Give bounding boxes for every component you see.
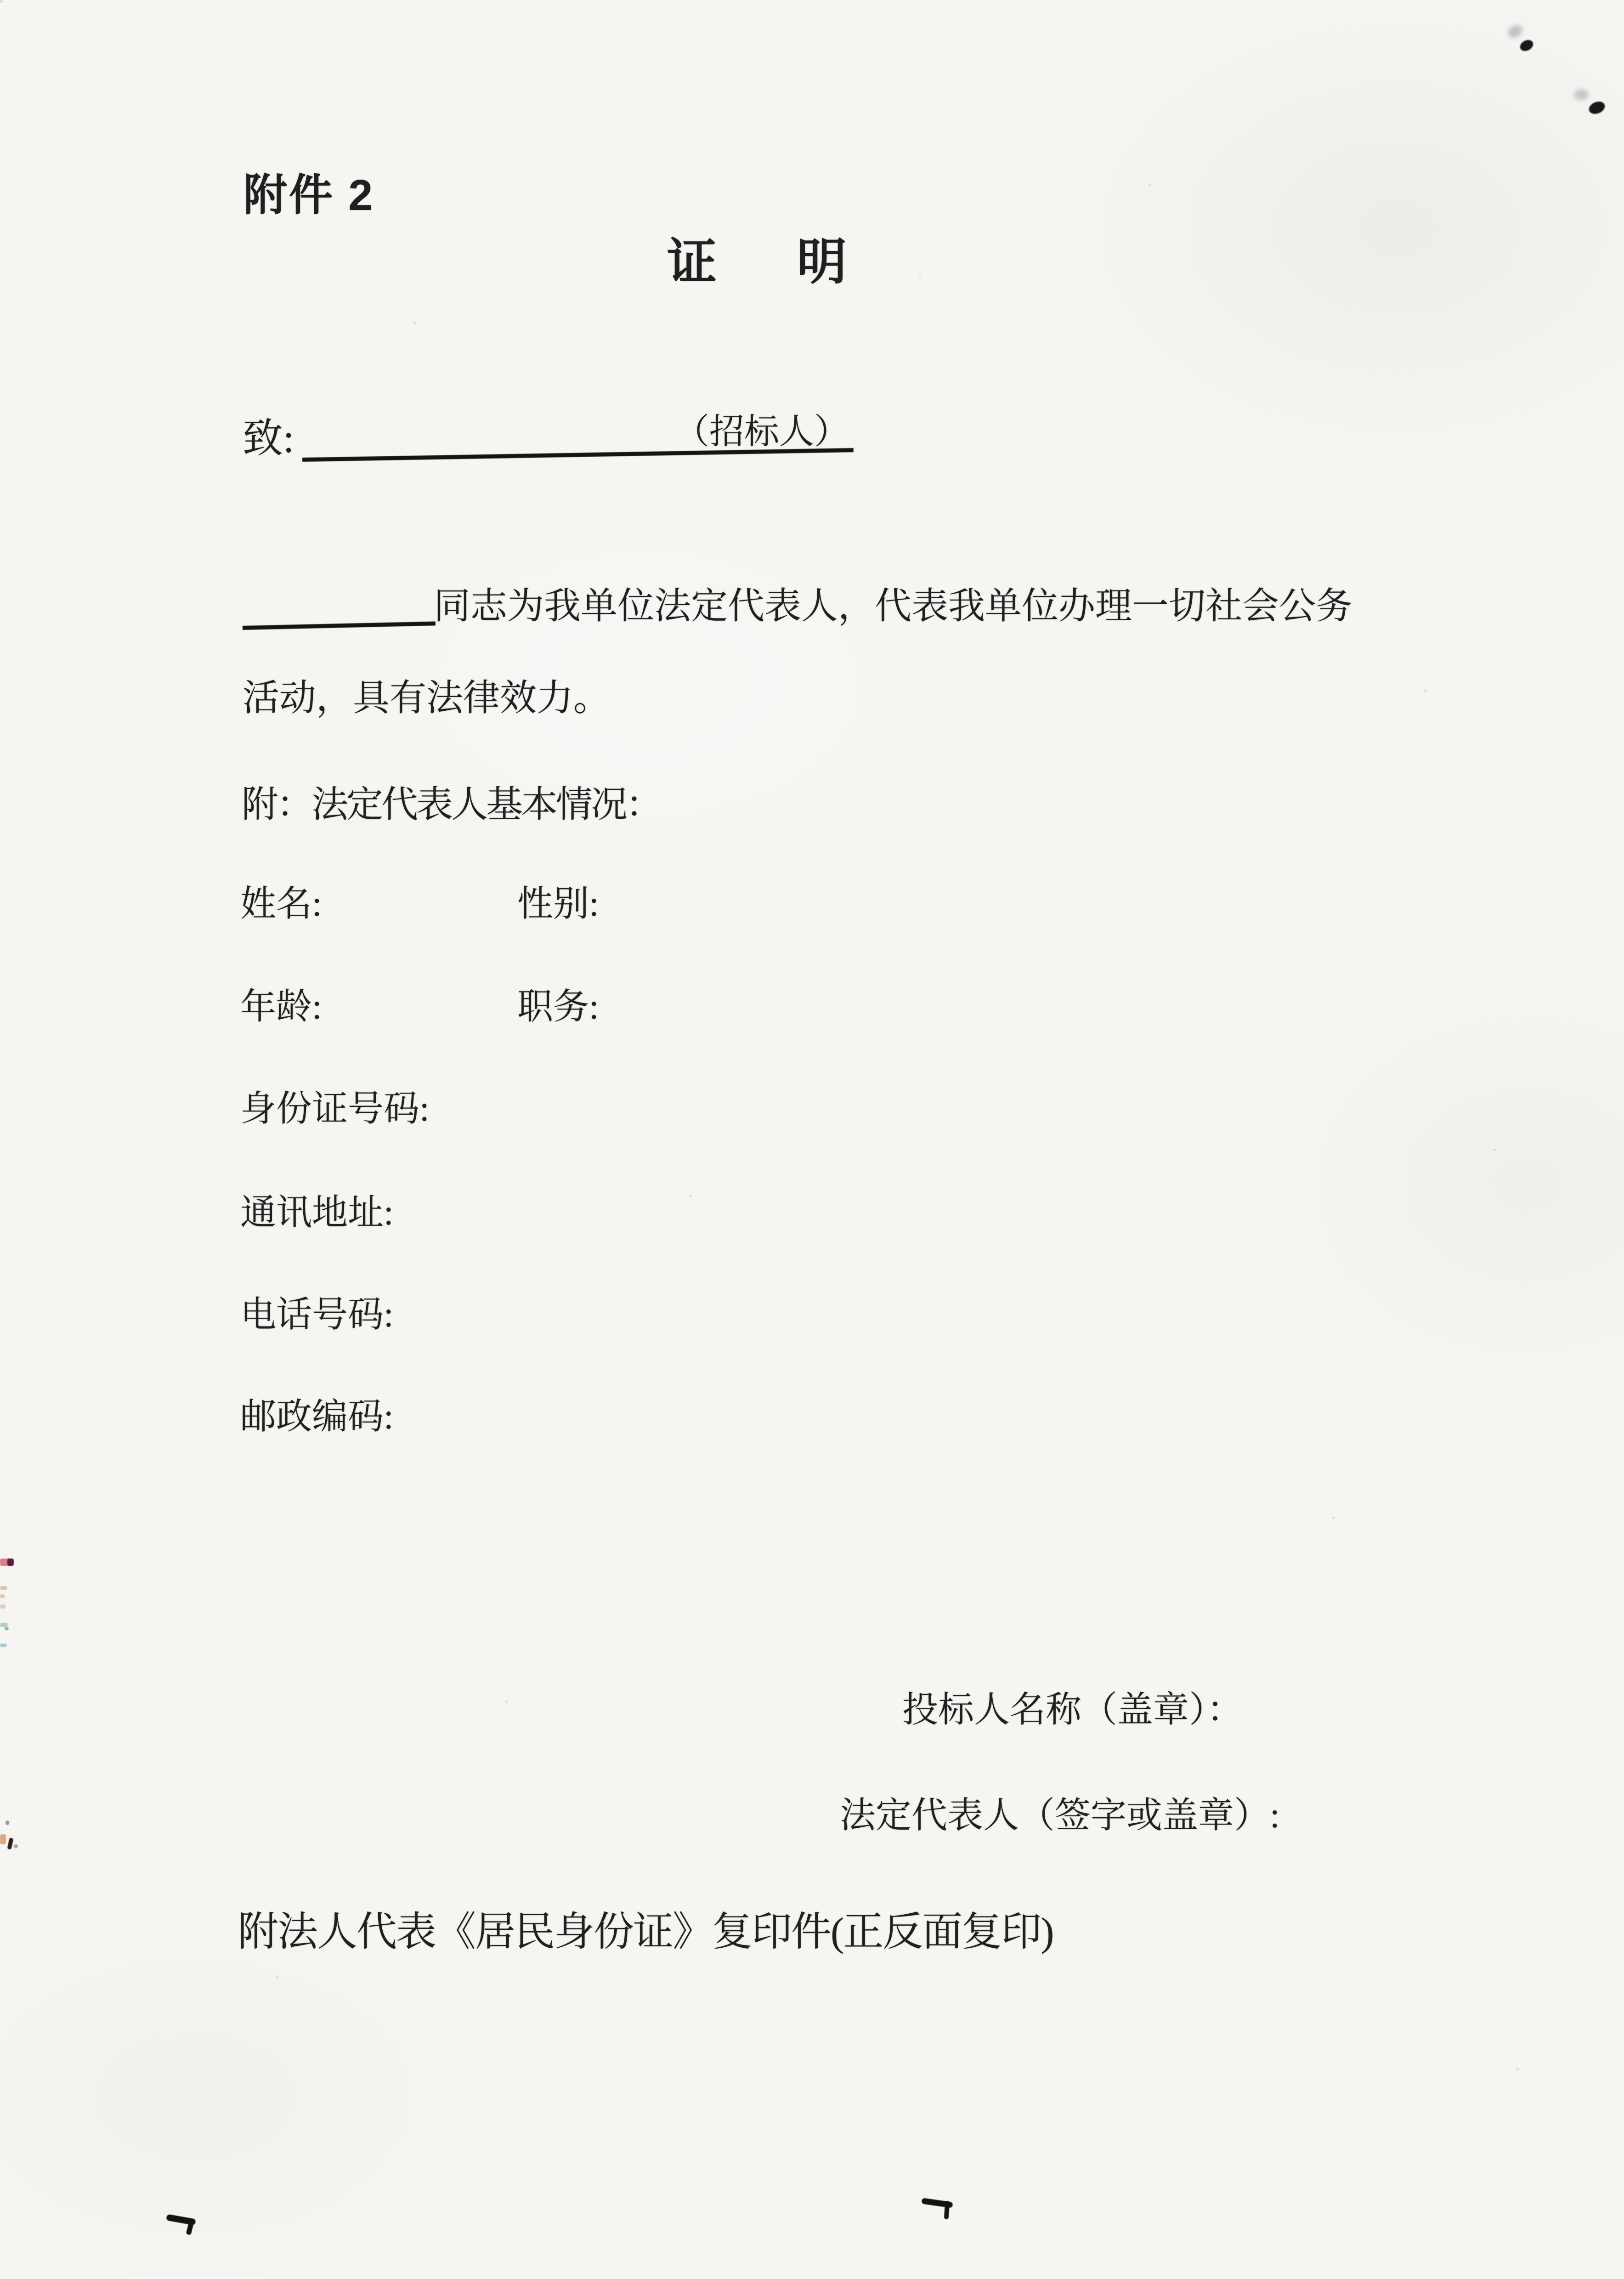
scan-edge-mark — [0, 1604, 6, 1609]
ink-smudge — [1574, 89, 1589, 100]
scan-edge-mark — [6, 1820, 9, 1825]
field-label-gender: 性别: — [517, 884, 599, 924]
scan-edge-mark — [5, 1627, 9, 1630]
scan-edge-mark-dark — [7, 1837, 13, 1849]
body-line-1: 同志为我单位法定代表人，代表我单位办理一切社会公务 — [434, 586, 1352, 627]
ink-speck — [1518, 38, 1535, 53]
pen-tick-tail — [944, 2201, 950, 2220]
scan-edge-mark-dark-red — [7, 1559, 14, 1566]
scan-edge-mark-tan — [0, 1834, 6, 1844]
to-label: 致: — [243, 417, 294, 461]
footer-note: 附法人代表《居民身份证》复印件(正反面复印) — [238, 1910, 1053, 1955]
bidder-seal-label: 投标人名称（盖章）： — [902, 1689, 1243, 1729]
field-label-age: 年龄: — [240, 986, 322, 1026]
title-char-1: 证 — [667, 234, 717, 289]
body-line-2: 活动，具有法律效力。 — [243, 678, 610, 719]
scan-edge-mark — [0, 1594, 5, 1598]
legal-representative-sign-label: 法定代表人（签字或盖章）: — [840, 1795, 1280, 1835]
ink-smudge — [1506, 23, 1524, 40]
scan-edge-mark — [0, 1644, 7, 1647]
scan-edge-mark — [14, 1844, 18, 1848]
paper-speckle-texture — [0, 0, 3, 3]
scan-edge-mark — [0, 1586, 7, 1590]
field-label-id-number: 身份证号码: — [240, 1088, 430, 1128]
title-char-2: 明 — [797, 234, 847, 289]
field-label-position: 职务: — [517, 986, 599, 1026]
field-label-name: 姓名: — [240, 884, 322, 924]
field-label-address: 通讯地址: — [240, 1192, 394, 1232]
recipient-hint: （招标人） — [674, 413, 849, 451]
attachment-label: 附件 2 — [243, 171, 375, 220]
ink-speck — [1587, 99, 1607, 116]
field-label-phone: 电话号码: — [240, 1294, 394, 1334]
name-blank-underline — [243, 621, 436, 630]
scan-edge-mark — [0, 1623, 8, 1627]
document-title — [667, 234, 847, 289]
attachment-heading: 附：法定代表人基本情况： — [242, 785, 661, 825]
field-label-postal-code: 邮政编码: — [240, 1396, 394, 1436]
